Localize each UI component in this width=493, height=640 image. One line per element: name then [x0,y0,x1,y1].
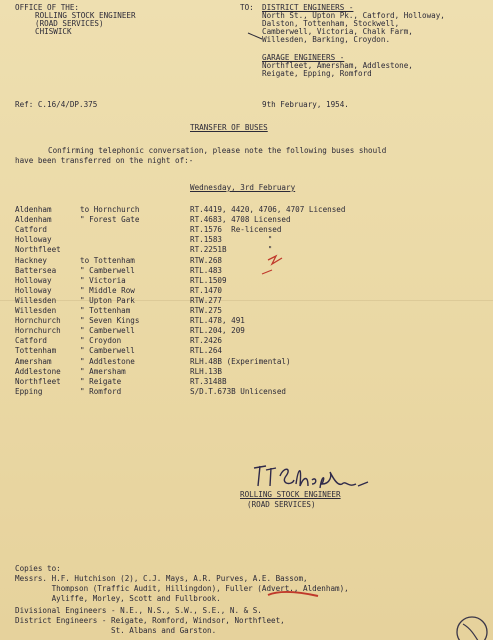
transfer-buses: RT.1470 [190,285,223,295]
transfer-from: Hornchurch [15,326,61,336]
transfer-buses: RT.1583 " [190,235,273,245]
district-line: Dalston, Tottenham, Stockwell, [262,19,400,28]
transfer-from: Northfleet [15,245,61,255]
red-tick-mark [262,270,272,274]
transfer-to: " Camberwell [80,346,135,356]
copies-line: District Engineers - Reigate, Romford, Windsor, Northfleet, [15,616,285,625]
ink-circle-mark [457,617,487,640]
transfer-to: to Tottenham [80,255,135,265]
transfer-from: Aldenham [15,205,52,214]
transfer-from: Tottenham [15,346,57,356]
transfer-to: " Romford [80,386,122,396]
to-label: TO: [240,3,254,12]
transfer-to: " Camberwell [80,326,135,336]
transfer-to: " Reigate [80,376,122,386]
office-line: CHISWICK [35,27,72,36]
transfer-to: " Seven Kings [80,316,140,326]
signature [254,466,368,488]
transfer-from: Willesden [15,295,57,305]
transfer-buses: RT.2251B " [190,245,273,255]
intro-line: Confirming telephonic conversation, please note the following buses should [48,146,387,155]
intro-line: have been transferred on the night of:- [15,156,194,165]
red-tick-mark [268,256,282,264]
transfer-buses: RT.1576 Re-licensed [190,225,282,235]
transfer-to: " Middle Row [80,285,135,295]
district-line: Camberwell, Victoria, Chalk Farm, [262,27,413,36]
transfer-to: " Forest Gate [80,215,140,225]
transfer-buses: RLH.48B (Experimental) [190,356,291,366]
transfer-buses: RTW.268 [190,255,223,265]
transfer-buses: RTL.264 [190,346,223,356]
day-heading: Wednesday, 3rd February [190,183,296,192]
transfer-from: Holloway [15,285,52,295]
reference: Ref: C.16/4/DP.375 [15,100,98,109]
copies-line: Ayliffe, Morley, Scott and Fullbrook. [15,594,221,603]
garage-line: Northfleet, Amersham, Addlestone, [262,61,413,70]
transfer-from: Northfleet [15,376,61,386]
transfer-to: " Upton Park [80,295,135,305]
office-line: ROLLING STOCK ENGINEER [35,11,136,20]
transfer-buses: RT.3148B [190,376,227,386]
garage-heading: GARAGE ENGINEERS - [262,53,345,62]
transfer-to: " Tottenham [80,306,131,315]
signoff-line: ROLLING STOCK ENGINEER [240,490,341,499]
ink-stroke-mark [248,33,262,39]
transfer-from: Holloway [15,275,52,285]
transfer-buses: RTL.1509 [190,275,227,285]
transfer-buses: RT.4419, 4420, 4706, 4707 Licensed [190,205,346,214]
copies-line: Messrs. H.F. Hutchison (2), C.J. Mays, A.R. Purves, A.E. Bassom, [15,574,308,583]
transfer-buses: RLH.13B [190,366,223,376]
transfer-to: " Camberwell [80,265,135,275]
transfer-from: Epping [15,386,43,396]
office-line: OFFICE OF THE: [15,3,80,12]
transfer-to: " Croydon [80,336,122,346]
transfer-buses: RT.2426 [190,336,223,346]
transfer-buses: RT.4683, 4708 Licensed [190,215,291,225]
signoff-line: (ROAD SERVICES) [247,500,316,509]
transfer-from: Willesden [15,306,57,315]
memo-title: TRANSFER OF BUSES [190,123,268,132]
garage-line: Reigate, Epping, Romford [262,69,372,78]
copies-line: Thompson (Traffic Audit, Hillingdon), Fuller (Advert., Aldenham), [15,584,349,593]
copies-line: Divisional Engineers - N.E., N.S., S.W., S.E., N. & S. [15,606,262,615]
transfer-from: Catford [15,225,48,235]
transfer-to: to Hornchurch [80,205,140,214]
transfer-to: " Amersham [80,366,126,376]
ink-stroke-mark [463,624,480,640]
transfer-to: " Victoria [80,275,126,285]
copies-line: St. Albans and Garston. [15,626,217,635]
district-line: North St., Upton Pk., Catford, Holloway, [262,11,445,20]
transfer-from: Addlestone [15,366,61,376]
transfer-buses: RTL.483 [190,265,223,275]
district-heading: DISTRICT ENGINEERS - [262,3,354,12]
transfer-from: Battersea [15,265,57,275]
office-line: (ROAD SERVICES) [35,19,104,28]
transfer-from: Aldenham [15,215,52,225]
transfer-from: Hornchurch [15,316,61,326]
transfer-from: Holloway [15,235,52,245]
memo-date: 9th February, 1954. [262,100,349,109]
transfer-from: Amersham [15,356,52,366]
transfer-buses: S/D.T.673B Unlicensed [190,386,287,396]
transfer-buses: RTW.277 [190,295,223,305]
transfer-from: Catford [15,336,48,346]
transfer-buses: RTW.275 [190,306,223,315]
copies-label: Copies to: [15,564,61,573]
transfer-from: Hackney [15,255,48,265]
district-line: Willesden, Barking, Croydon. [262,35,391,44]
transfer-buses: RTL.204, 209 [190,326,245,336]
transfer-to: " Addlestone [80,356,135,366]
transfer-buses: RTL.478, 491 [190,316,245,326]
